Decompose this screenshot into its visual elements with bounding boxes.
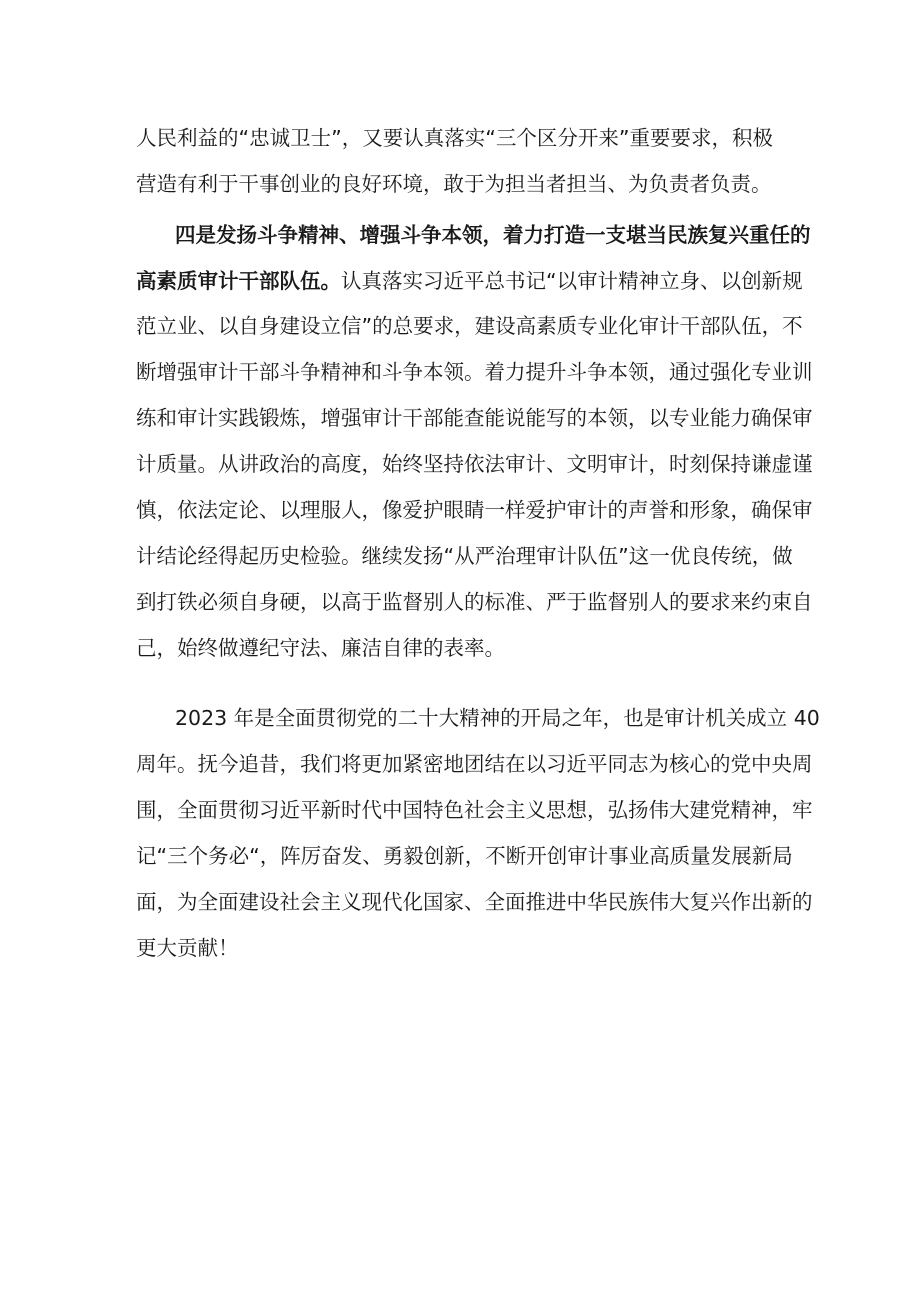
paragraph-line: 范立业、以自身建设立信”的总要求，建设高素质专业化审计干部队伍，不 [136,314,803,338]
paragraph-line: 计结论经得起历史检验。继续发扬“从严治理审计队伍”这一优良传统，做 [136,544,793,568]
paragraph-line: 己，始终做遵纪守法、廉洁自律的表率。 [136,636,505,660]
section-heading-end: 高素质审计干部队伍。 [136,269,341,293]
paragraph-line: 到打铁必须自身硬，以高于监督别人的标准、严于监督别人的要求来约束自 [136,590,813,614]
paragraph-line: 更大贡献！ [136,936,239,960]
paragraph-line: 计质量。从讲政治的高度，始终坚持依法审计、文明审计，时刻保持谦虚谨 [136,452,813,476]
paragraph-text: 认真落实习近平总书记“以审计精神立身、以创新规 [341,269,803,293]
paragraph-line: 人民利益的“忠诚卫士”，又要认真落实“三个区分开来”重要要求，积极 [136,126,773,150]
paragraph-line [136,261,803,301]
paragraph-line: 2023 年是全面贯彻党的二十大精神的开局之年，也是审计机关成立 40 [175,706,820,730]
paragraph-line: 练和审计实践锻炼，增强审计干部能查能说能写的本领，以专业能力确保审 [136,406,813,430]
paragraph-line: 营造有利于干事创业的良好环境，敢于为担当者担当、为负责者负责。 [136,172,772,196]
paragraph-line: 慎，依法定论、以理服人，像爱护眼睛一样爱护审计的声誉和形象，确保审 [136,498,813,522]
paragraph-line: 面，为全面建设社会主义现代化国家、全面推进中华民族伟大复兴作出新的 [136,890,813,914]
paragraph-line: 断增强审计干部斗争精神和斗争本领。着力提升斗争本领，通过强化专业训 [136,360,813,384]
paragraph-line: 周年。抚今追昔，我们将更加紧密地团结在以习近平同志为核心的党中央周 [136,752,813,776]
section-heading: 四是发扬斗争精神、增强斗争本领，着力打造一支堪当民族复兴重任的 [175,223,811,247]
paragraph-line: 记“三个务必“，阵厉奋发、勇毅创新，不断开创审计事业高质量发展新局 [136,844,793,868]
paragraph-line: 围，全面贯彻习近平新时代中国特色社会主义思想，弘扬伟大建党精神，牢 [136,798,813,822]
